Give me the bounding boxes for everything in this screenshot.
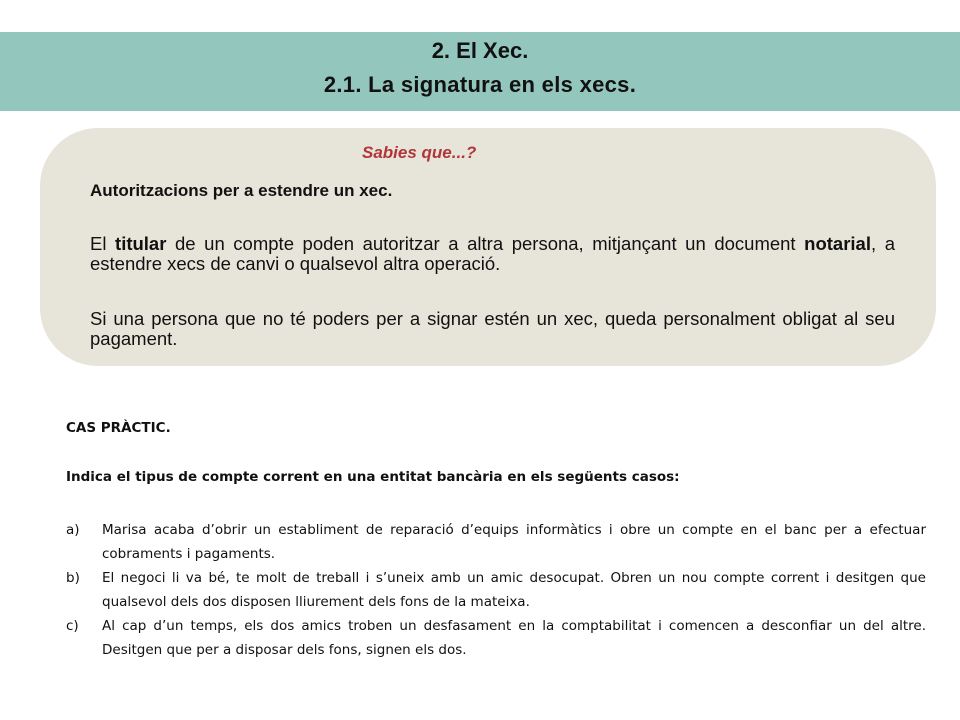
list-item xyxy=(66,614,926,662)
page-subtitle: 2.1. La signatura en els xecs. xyxy=(323,72,637,97)
case-title: CAS PRÀCTIC. xyxy=(66,420,171,436)
titular-term: titular xyxy=(115,233,167,254)
callout-paragraph-2: Si una persona que no té poders per a signar estén un xec, queda personalment obligat al seu pagament. xyxy=(90,308,895,349)
callout-subheading: Autoritzacions per a estendre un xec. xyxy=(90,181,393,200)
notarial-term: notarial xyxy=(804,233,871,254)
callout-heading: Sabies que...? xyxy=(362,143,477,162)
list-item-text: Marisa acaba d’obrir un establiment de reparació d’equips informàtics i obre un compte en el banc per a efectuar cobraments i pagaments. xyxy=(102,522,926,562)
list-marker: a) xyxy=(66,522,80,538)
list-item-text: El negoci li va bé, te molt de treball i s’uneix amb un amic desocupat. Obren un nou compte corrent i desitgen que qualsevol dels dos disposen lliurement dels fons de la mateixa. xyxy=(102,570,926,610)
list-marker: c) xyxy=(66,618,79,634)
page-title: 2. El Xec. xyxy=(431,38,529,63)
title-banner xyxy=(0,32,960,111)
case-instruction: Indica el tipus de compte corrent en una entitat bancària en els següents casos: xyxy=(66,469,680,485)
list-item xyxy=(66,518,926,566)
case-list xyxy=(66,518,926,662)
list-marker: b) xyxy=(66,570,80,586)
callout-paragraph-1: El titular de un compte poden autoritzar a altra persona, mitjançant un document notarial, a estendre xecs de canvi o qualsevol altra operació. xyxy=(90,233,895,274)
list-item xyxy=(66,566,926,614)
list-item-text: Al cap d’un temps, els dos amics troben un desfasament en la comptabilitat i comencen a desconfiar un del altre. Desitgen que per a disposar dels fons, signen els dos. xyxy=(102,618,926,658)
